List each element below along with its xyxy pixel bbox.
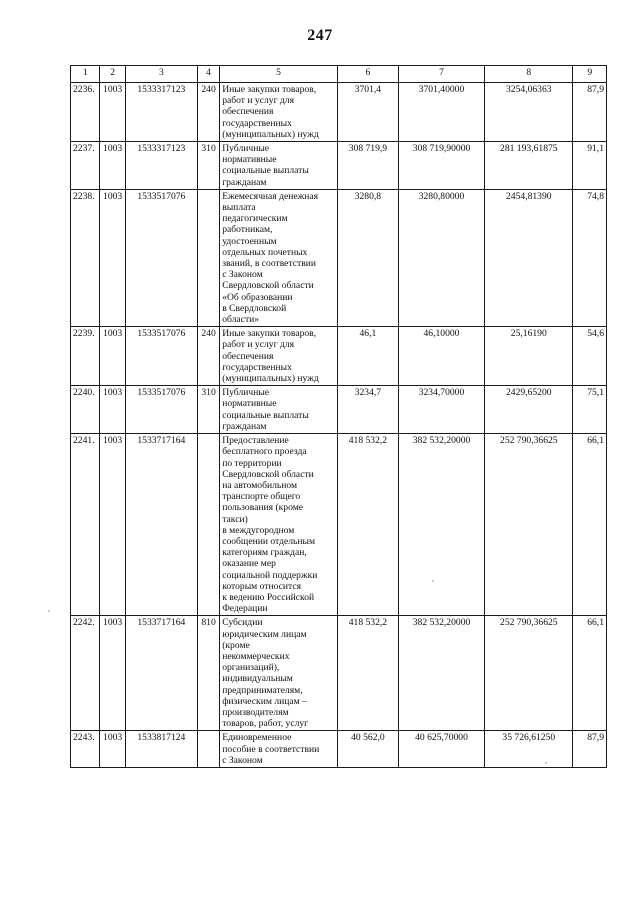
amount-col-7-text: 382 532,20000	[412, 435, 471, 447]
table-row	[71, 327, 607, 386]
budget-table	[70, 65, 607, 768]
section-code-text: 1003	[103, 143, 123, 155]
item-description	[220, 189, 338, 326]
amount-col-7-text: 3280,80000	[418, 190, 465, 202]
expense-type-code-text: 810	[201, 617, 216, 629]
section-code	[100, 83, 125, 142]
amount-col-6-text: 3280,8	[354, 190, 382, 202]
item-description	[220, 731, 338, 768]
amount-col-7	[398, 142, 484, 190]
amount-col-7-text: 308 719,90000	[412, 143, 471, 155]
header-col-4: 4	[197, 66, 219, 83]
amount-col-7	[398, 83, 484, 142]
row-number-text: 2242.	[73, 617, 95, 629]
row-number-text: 2239.	[73, 328, 95, 340]
header-col-9: 9	[573, 66, 607, 83]
percent-col-9	[573, 731, 607, 768]
amount-col-7	[398, 327, 484, 386]
target-article-code	[125, 189, 197, 326]
item-description-text: Публичные нормативные социальные выплаты гражданам	[222, 387, 309, 432]
percent-col-9-text: 87,9	[587, 84, 604, 95]
section-code-text: 1003	[103, 387, 123, 399]
item-description-text: Предоставление бесплатного проезда по территории Свердловской области на автомобильном транспорте общего пользования (кроме такси) в междугородном сообщении отдельным категориям граждан, оказание мер социальной поддержки которым относится к ведению Российской Федерации	[222, 435, 318, 615]
row-number	[71, 434, 100, 616]
row-number	[71, 616, 100, 731]
item-description-text: Ежемесячная денежная выплата педагогическим работникам, удостоенным отдельных почетных званий, в соответствии с Законом Свердловской области «Об образовании в Свердловской области»	[222, 190, 319, 326]
item-description-text: Иные закупки товаров, работ и услуг для обеспечения государственных (муниципальных) нужд	[222, 328, 319, 385]
amount-col-6-text: 308 719,9	[348, 143, 388, 155]
section-code	[100, 142, 125, 190]
target-article-code-text: 1533717164	[137, 617, 186, 629]
amount-col-8-text: 35 726,61250	[502, 732, 556, 744]
row-number-text: 2238.	[73, 190, 95, 202]
item-description	[220, 142, 338, 190]
amount-col-6	[337, 327, 398, 386]
percent-col-9	[573, 327, 607, 386]
percent-col-9	[573, 142, 607, 190]
expense-type-code	[197, 616, 219, 731]
section-code-text: 1003	[103, 328, 123, 340]
expense-type-code	[197, 327, 219, 386]
target-article-code	[125, 434, 197, 616]
table-row	[71, 616, 607, 731]
header-col-1: 1	[71, 66, 100, 83]
header-col-8: 8	[485, 66, 573, 83]
amount-col-8-text: 3254,06363	[506, 84, 552, 95]
amount-col-8-text: 252 790,36625	[500, 617, 558, 629]
scan-speck	[432, 580, 434, 582]
amount-col-6-text: 418 532,2	[348, 617, 388, 629]
amount-col-7	[398, 189, 484, 326]
amount-col-6	[337, 189, 398, 326]
amount-col-6	[337, 142, 398, 190]
row-number	[71, 327, 100, 386]
target-article-code	[125, 142, 197, 190]
item-description-text: Публичные нормативные социальные выплаты гражданам	[222, 143, 309, 188]
section-code	[100, 434, 125, 616]
section-code-text: 1003	[103, 435, 123, 447]
scan-speck	[48, 610, 50, 612]
amount-col-6	[337, 83, 398, 142]
page-number: 247	[307, 27, 333, 44]
expense-type-code-text: 240	[201, 328, 216, 340]
amount-col-8	[485, 189, 573, 326]
header-col-7: 7	[398, 66, 484, 83]
amount-col-7-text: 3701,40000	[418, 84, 465, 95]
amount-col-7	[398, 386, 484, 434]
section-code-text: 1003	[103, 190, 123, 202]
amount-col-7-text: 46,10000	[423, 328, 460, 340]
target-article-code	[125, 83, 197, 142]
row-number-text: 2240.	[73, 387, 95, 399]
header-col-3: 3	[125, 66, 197, 83]
percent-col-9-text: 66,1	[587, 617, 604, 629]
amount-col-8	[485, 616, 573, 731]
item-description	[220, 386, 338, 434]
table-row	[71, 83, 607, 142]
table-header-row	[71, 66, 607, 83]
table-row	[71, 434, 607, 616]
percent-col-9-text: 54,6	[587, 328, 604, 340]
row-number	[71, 83, 100, 142]
target-article-code-text: 1533717164	[137, 435, 186, 447]
row-number-text: 2237.	[73, 143, 95, 155]
target-article-code	[125, 327, 197, 386]
target-article-code	[125, 616, 197, 731]
percent-col-9-text: 87,9	[587, 732, 604, 744]
target-article-code-text: 1533317123	[137, 143, 186, 155]
item-description	[220, 434, 338, 616]
amount-col-7-text: 382 532,20000	[412, 617, 471, 629]
target-article-code	[125, 731, 197, 768]
percent-col-9-text: 74,8	[587, 190, 604, 202]
section-code	[100, 386, 125, 434]
amount-col-8-text: 281 193,61875	[500, 143, 558, 155]
header-col-5: 5	[220, 66, 338, 83]
amount-col-8	[485, 434, 573, 616]
amount-col-7-text: 40 625,70000	[415, 732, 468, 744]
expense-type-code-text: 310	[201, 143, 216, 155]
amount-col-6	[337, 386, 398, 434]
expense-type-code	[197, 731, 219, 768]
item-description	[220, 616, 338, 731]
amount-col-8-text: 252 790,36625	[500, 435, 558, 447]
amount-col-6-text: 40 562,0	[351, 732, 385, 744]
item-description	[220, 83, 338, 142]
amount-col-6	[337, 731, 398, 768]
section-code-text: 1003	[103, 732, 123, 744]
percent-col-9	[573, 434, 607, 616]
table-row	[71, 731, 607, 768]
section-code-text: 1003	[103, 617, 123, 629]
amount-col-8	[485, 83, 573, 142]
section-code-text: 1003	[103, 84, 123, 95]
expense-type-code	[197, 83, 219, 142]
row-number-text: 2243.	[73, 732, 95, 744]
target-article-code-text: 1533517076	[137, 387, 186, 399]
row-number	[71, 142, 100, 190]
percent-col-9-text: 75,1	[587, 387, 604, 399]
row-number-text: 2241.	[73, 435, 95, 447]
header-col-2: 2	[100, 66, 125, 83]
target-article-code-text: 1533517076	[137, 328, 186, 340]
amount-col-8	[485, 731, 573, 768]
section-code	[100, 731, 125, 768]
section-code	[100, 616, 125, 731]
header-col-6: 6	[337, 66, 398, 83]
expense-type-code-text: 310	[201, 387, 216, 399]
table-body	[71, 83, 607, 768]
item-description-text: Иные закупки товаров, работ и услуг для обеспечения государственных (муниципальных) нужд	[222, 84, 319, 140]
amount-col-8	[485, 142, 573, 190]
table-row	[71, 386, 607, 434]
amount-col-8-text: 2429,65200	[506, 387, 552, 399]
amount-col-7	[398, 731, 484, 768]
amount-col-7-text: 3234,70000	[418, 387, 465, 399]
target-article-code	[125, 386, 197, 434]
target-article-code-text: 1533817124	[137, 732, 186, 744]
amount-col-8-text: 2454,81390	[506, 190, 552, 202]
target-article-code-text: 1533517076	[137, 190, 186, 202]
target-article-code-text: 1533317123	[137, 84, 186, 95]
scan-speck	[545, 762, 547, 764]
section-code	[100, 189, 125, 326]
amount-col-8	[485, 327, 573, 386]
amount-col-8	[485, 386, 573, 434]
percent-col-9	[573, 189, 607, 326]
row-number	[71, 731, 100, 768]
amount-col-8-text: 25,16190	[510, 328, 547, 340]
item-description	[220, 327, 338, 386]
row-number-text: 2236.	[73, 84, 95, 95]
item-description-text: Единовременное пособие в соответствии с Законом	[222, 732, 320, 766]
amount-col-6-text: 3234,7	[354, 387, 382, 399]
amount-col-7	[398, 616, 484, 731]
row-number	[71, 386, 100, 434]
table-row	[71, 142, 607, 190]
amount-col-6	[337, 434, 398, 616]
expense-type-code-text: 240	[201, 84, 216, 95]
percent-col-9	[573, 386, 607, 434]
amount-col-7	[398, 434, 484, 616]
percent-col-9-text: 91,1	[587, 143, 604, 155]
expense-type-code	[197, 142, 219, 190]
amount-col-6-text: 3701,4	[354, 84, 382, 95]
percent-col-9-text: 66,1	[587, 435, 604, 447]
amount-col-6-text: 46,1	[359, 328, 377, 340]
expense-type-code	[197, 386, 219, 434]
percent-col-9	[573, 616, 607, 731]
row-number	[71, 189, 100, 326]
amount-col-6-text: 418 532,2	[348, 435, 388, 447]
amount-col-6	[337, 616, 398, 731]
item-description-text: Субсидии юридическим лицам (кроме некоммерческих организаций), индивидуальным предпринимателям, физическим лицам – производителям товаров, работ, услуг	[222, 617, 309, 730]
section-code	[100, 327, 125, 386]
percent-col-9	[573, 83, 607, 142]
table-row	[71, 189, 607, 326]
expense-type-code	[197, 434, 219, 616]
expense-type-code	[197, 189, 219, 326]
